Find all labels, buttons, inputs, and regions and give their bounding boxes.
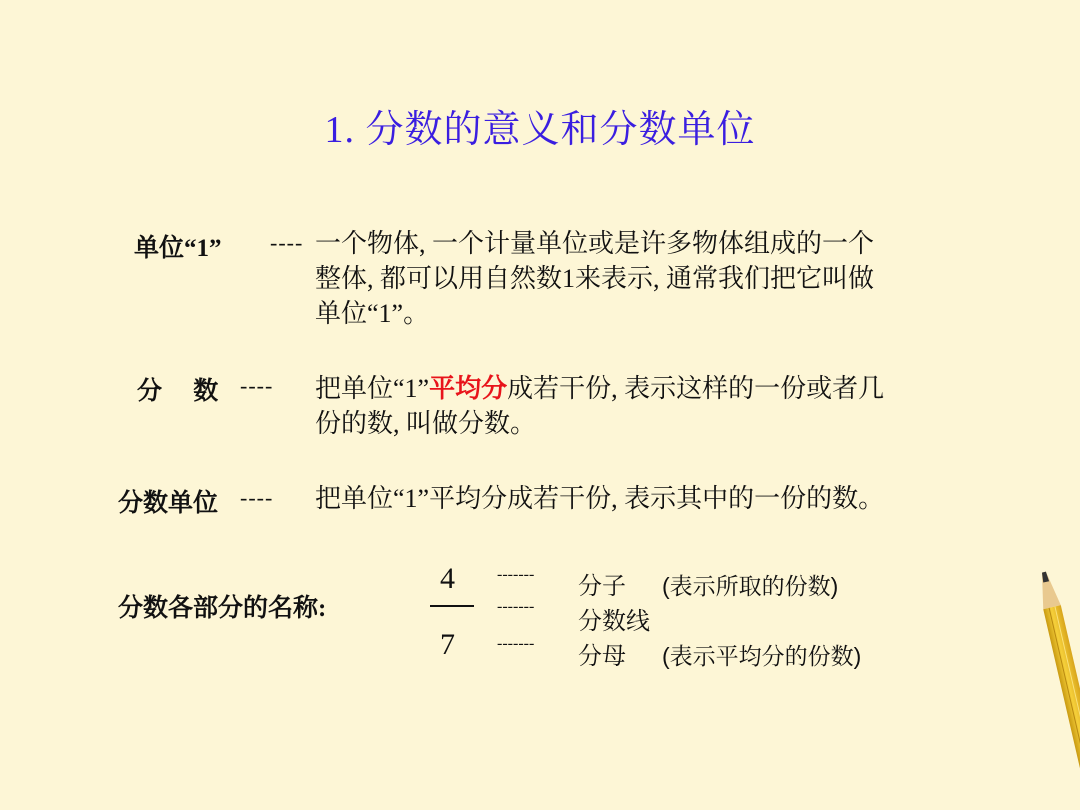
unit-one-line-1: 一个物体, 一个计量单位或是许多物体组成的一个 xyxy=(315,229,875,258)
unit-one-line-2: 整体, 都可以用自然数1来表示, 通常我们把它叫做 xyxy=(315,264,875,293)
numerator-name: 分子 xyxy=(578,574,626,600)
numerator-note: (表示所取的份数) xyxy=(662,573,839,599)
leader-denominator: ------- xyxy=(497,635,535,652)
pencil-icon xyxy=(1024,568,1080,810)
leader-bar: ------- xyxy=(497,598,535,615)
highlight-average-split: 平均分 xyxy=(429,374,508,403)
dash-fraction-unit: ---- xyxy=(240,485,274,510)
fraction-bar-name: 分数线 xyxy=(578,609,650,635)
dash-unit-one: ---- xyxy=(270,230,304,255)
fraction-denominator: 7 xyxy=(440,628,455,661)
term-unit-one: 单位“1” xyxy=(134,235,222,262)
parts-label: 分数各部分的名称: xyxy=(118,595,327,622)
fraction-line-1-start: 把单位“1” xyxy=(315,374,430,403)
fraction-numerator: 4 xyxy=(440,562,455,595)
unit-one-line-3: 单位“1”。 xyxy=(315,299,430,328)
fraction-unit-definition: 把单位“1”平均分成若干份, 表示其中的一份的数。 xyxy=(315,484,885,513)
fraction-line-2: 份的数, 叫做分数。 xyxy=(315,409,537,438)
fraction-definition xyxy=(315,371,884,441)
denominator-name: 分母 xyxy=(578,644,626,670)
unit-one-definition xyxy=(315,226,874,331)
term-fraction: 分 数 xyxy=(137,378,219,405)
dash-fraction: ---- xyxy=(240,373,274,398)
fraction-line-1 xyxy=(315,371,884,406)
term-fraction-unit: 分数单位 xyxy=(118,490,219,517)
leader-numerator: ------- xyxy=(497,566,535,583)
fraction-bar xyxy=(430,605,474,607)
slide-title: 1. 分数的意义和分数单位 xyxy=(324,109,756,151)
denominator-note: (表示平均分的份数) xyxy=(662,643,862,669)
fraction-line-1-end: 成若干份, 表示这样的一份或者几 xyxy=(507,374,885,403)
